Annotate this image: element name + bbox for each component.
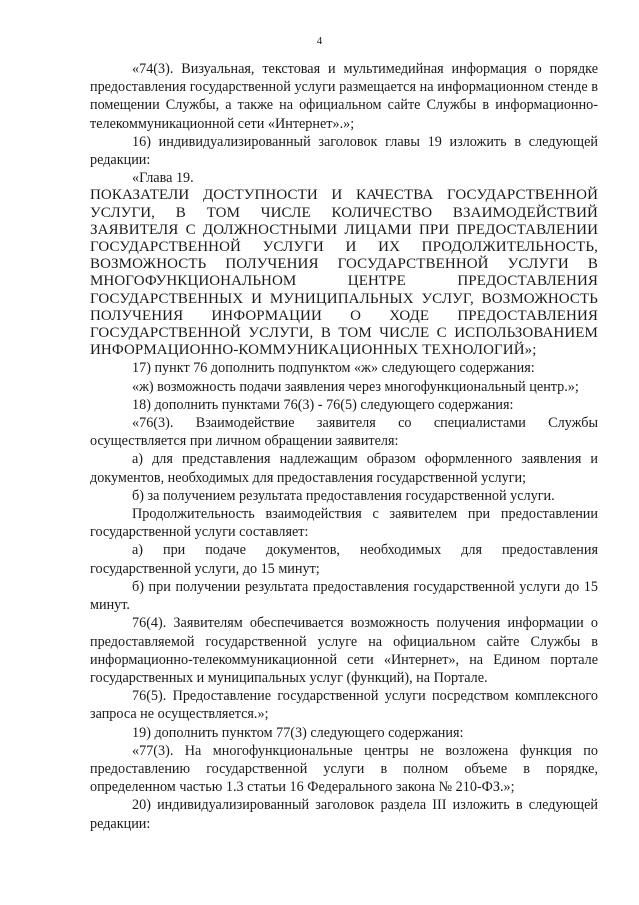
chapter-19-heading: ПОКАЗАТЕЛИ ДОСТУПНОСТИ И КАЧЕСТВА ГОСУДАРСТВЕННОЙ УСЛУГИ, В ТОМ ЧИСЛЕ КОЛИЧЕСТВО ВЗАИМОДЕЙСТВИЙ ЗАЯВИТЕЛЯ С ДОЛЖНОСТНЫМИ ЛИЦАМИ ПРИ ПРЕДОСТАВЛЕНИИ ГОСУДАРСТВЕННОЙ УСЛУГИ И ИХ ПРОДОЛЖИТЕЛЬНОСТЬ, ВОЗМОЖНОСТЬ ПОЛУЧЕНИЯ ГОСУДАРСТВЕННОЙ УСЛУГИ В МНОГОФУНКЦИОНАЛЬНОМ ЦЕНТРЕ ПРЕДОСТАВЛЕНИЯ ГОСУДАРСТВЕННЫХ И МУНИЦИПАЛЬНЫХ УСЛУГ, ВОЗМОЖНОСТЬ ПОЛУЧЕНИЯ ИНФОРМАЦИИ О ХОДЕ ПРЕДОСТАВЛЕНИЯ ГОСУДАРСТВЕННОЙ УСЛУГИ, В ТОМ ЧИСЛЕ С ИСПОЛЬЗОВАНИЕМ ИНФОРМАЦИОННО-КОММУНИКАЦИОННЫХ ТЕХНОЛОГИЙ»; [90,187,598,359]
paragraph-duration-b: б) при получении результата предоставления государственной услуги до 15 минут. [90,578,598,614]
page-number: 4 [316,35,323,47]
paragraph-duration: Продолжительность взаимодействия с заявителем при предоставлении государственной услуги составляет: [90,506,598,541]
paragraph-item-18: 18) дополнить пунктами 76(3) - 76(5) следующего содержания: [132,396,514,413]
paragraph-77-3: «77(3). На многофункциональные центры не возложена функция по предоставлению государственной услуги в полном объеме в порядке, определенном частью 1.3 статьи 16 Федерального закона № 210-ФЗ.»; [90,742,598,796]
paragraph-item-19: 19) дополнить пунктом 77(3) следующего содержания: [132,724,464,741]
paragraph-74-3: «74(3). Визуальная, текстовая и мультимедийная информация о порядке предоставления государственной услуги размещается на информационном стенде в помещении Службы, а также на официальном сайте Службы в информационно-телекоммуникационной сети «Интернет».»; [90,61,598,132]
paragraph-76-4: 76(4). Заявителям обеспечивается возможность получения информации о предоставляемой государственной услуге на официальном сайте Службы в информационно-телекоммуникационной сети «Интернет», на Едином портале государственных и муниципальных услуг (функций), на Портале. [90,615,598,686]
paragraph-item-16: 16) индивидуализированный заголовок главы 19 изложить в следующей редакции: [90,133,598,169]
paragraph-item-17: 17) пункт 76 дополнить подпунктом «ж» следующего содержания: [132,360,535,377]
paragraph-76-3-a: а) для представления надлежащим образом оформленного заявления и документов, необходимых для предоставления государственной услуги; [90,451,598,486]
paragraph-subitem-zh: «ж) возможность подачи заявления через многофункциональный центр.»; [132,378,579,395]
chapter-19-label: «Глава 19. [132,170,194,187]
paragraph-duration-a: а) при подаче документов, необходимых для предоставления государственной услуги, до 15 минут; [90,542,598,577]
paragraph-item-20: 20) индивидуализированный заголовок раздела III изложить в следующей редакции: [90,797,598,832]
paragraph-76-3: «76(3). Взаимодействие заявителя со специалистами Службы осуществляется при личном обращении заявителя: [90,415,598,450]
document-body [90,60,598,833]
paragraph-76-5: 76(5). Предоставление государственной услуги посредством комплексного запроса не осуществляется.»; [90,688,598,723]
paragraph-76-3-b: б) за получением результата предоставления государственной услуги. [132,487,555,504]
